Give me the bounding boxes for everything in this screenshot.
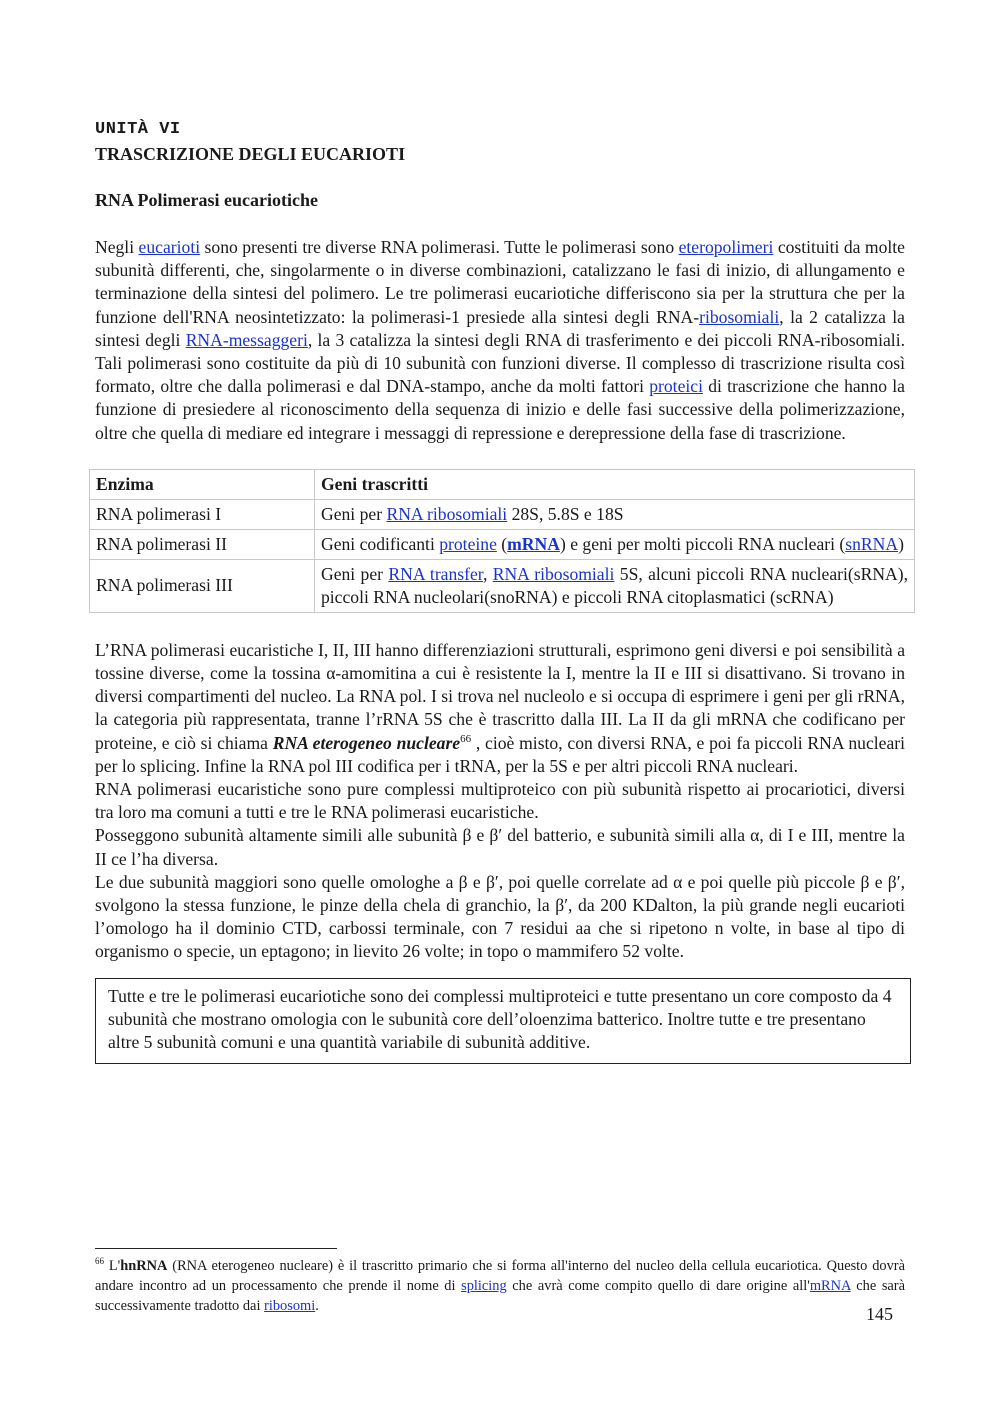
genes-cell [315, 499, 915, 529]
enzyme-cell: RNA polimerasi III [90, 559, 315, 612]
polymerase-table [89, 469, 915, 613]
table-row [90, 559, 915, 612]
text-run: che avrà come compito quello di dare origine all' [506, 1278, 810, 1294]
text-run: Geni codificanti [321, 533, 440, 554]
unit-label: UNITÀ VI [95, 120, 181, 139]
text-run: L' [104, 1258, 121, 1274]
text-run: ( [496, 533, 508, 554]
table-header-row [90, 469, 915, 499]
page-number: 145 [866, 1304, 893, 1324]
enzyme-cell: RNA polimerasi I [90, 499, 315, 529]
summary-box: Tutte e tre le polimerasi eucariotiche sono dei complessi multiproteici e tutte presentano un core composto da 4 subunità che mostrano omologia con le subunità core dell’oloenzima batterico. Inoltre tutte e tre presentano altre 5 subunità comuni e una quantità variabile di subunità additive. [95, 978, 911, 1064]
header-enzima: Enzima [90, 469, 315, 499]
link-proteici[interactable]: proteici [649, 376, 703, 397]
paragraph-subunita-simili: Posseggono subunità altamente simili alle subunità β e β′ del batterio, e subunità simili alla α, di I e III, mentre la II ce l’ha diversa. [95, 825, 905, 869]
link-proteine[interactable]: proteine [439, 533, 497, 554]
header-geni-trascritti: Geni trascritti [315, 469, 915, 499]
emphasis-hnrna: RNA eterogeneo nucleare [272, 732, 461, 753]
footnote [95, 1256, 905, 1316]
table-row [90, 529, 915, 559]
text-run: 5S, alcuni piccoli RNA nucleari(sRNA), piccoli RNA nucleolari(snoRNA) e piccoli RNA citoplasmatici (scRNA) [321, 563, 908, 607]
text-run: ) [898, 533, 904, 554]
link-eteropolimeri[interactable]: eteropolimeri [678, 237, 774, 257]
paragraph-subunita-maggiori: Le due subunità maggiori sono quelle omologhe a β e β′, poi quelle correlate ad α e poi quelle più piccole β e β′, svolgono la stessa funzione, le pinze della chela di granchio, la β′, da 200 KDalton, la più grande negli eucarioti l’omologo ha il dominio CTD, carbossi terminale, con 7 residui aa che si ripetono n volte, in base al tipo di organismo o specie, un eptagono; in lievito 26 volte; in topo o mammifero 52 volte. [95, 871, 905, 962]
link-snrna[interactable]: snRNA [845, 533, 899, 554]
text-run: Geni per [321, 503, 387, 524]
link-rna-transfer[interactable]: RNA transfer [388, 563, 483, 584]
text-run: Negli [95, 237, 139, 257]
link-eucarioti[interactable]: eucarioti [138, 237, 201, 257]
text-run: ) e geni per molti piccoli RNA nucleari ( [559, 533, 846, 554]
text-run: , la 2 catalizza la sintesi degli [95, 306, 905, 350]
text-run: sono presenti tre diverse RNA polimerasi. Tutte le polimerasi sono [200, 237, 679, 257]
genes-cell [315, 559, 915, 612]
link-splicing[interactable]: splicing [461, 1278, 507, 1294]
footnote-number: 66 [95, 1256, 104, 1267]
text-run: di trascrizione che hanno la funzione di presiedere al riconoscimento della sequenza di inizio e delle fasi successive della polimerizzazione, oltre che quella di mediare ed integrare i messaggi di repressione e derepressione della fase di trascrizione. [95, 376, 905, 443]
enzyme-cell: RNA polimerasi II [90, 529, 315, 559]
link-ribosomi[interactable]: ribosomi [264, 1298, 316, 1314]
link-rna-messaggeri[interactable]: RNA-messaggeri [185, 329, 308, 350]
page-content [95, 118, 908, 1064]
section-title: RNA Polimerasi eucariotiche [95, 190, 318, 210]
link-rna-ribosomiali-5s[interactable]: RNA ribosomiali [492, 563, 615, 584]
text-run: , cioè misto, con diversi RNA, e poi fa piccoli RNA nucleari per lo splicing. Infine la RNA pol III codifica per i tRNA, per la 5S e per altri piccoli RNA nucleari. [95, 732, 905, 776]
text-run: , la 3 catalizza la sintesi degli RNA di trasferimento e dei piccoli RNA-ribosomiali. Tali polimerasi sono costituite da più di 10 subunità con funzioni diverse. Il complesso di trascrizione risulta così formato, oltre che dalla polimerasi e dal DNA-stampo, anche da molti fattori [95, 329, 905, 397]
link-mrna-footnote[interactable]: mRNA [809, 1278, 851, 1294]
text-run: (RNA eterogeneo nucleare) è il trascritto primario che si forma all'interno del nucleo della cellula eucariotica. Questo dovrà andare incontro ad un processamento che prende il nome di [95, 1258, 905, 1294]
intro-paragraph [95, 236, 905, 445]
text-run: costituiti da molte subunità differenti, che, singolarmente o in diverse combinazioni, catalizzano le fasi di inizio, di allungamento e terminazione della sintesi del polimero. Le tre polimerasi eucariotiche differiscono sia per la struttura che per la funzione dell'RNA neosintetizzato: la polimerasi-1 presiede alla sintesi degli RNA- [95, 237, 905, 327]
link-ribosomiali[interactable]: ribosomiali [699, 306, 780, 327]
genes-cell [315, 529, 915, 559]
text-run: , [482, 563, 493, 584]
footnote-ref[interactable]: 66 [460, 732, 472, 745]
link-mrna[interactable]: mRNA [507, 533, 560, 554]
paragraph-multiproteico: RNA polimerasi eucaristiche sono pure complessi multiproteico con più subunità rispetto ai procariotici, diversi tra loro ma comuni a tutti e tre le RNA polimerasi eucaristiche. [95, 779, 905, 823]
chapter-title: TRASCRIZIONE DEGLI EUCARIOTI [95, 144, 406, 164]
bold-hnrna: hnRNA [120, 1258, 168, 1274]
link-rna-ribosomiali[interactable]: RNA ribosomiali [386, 503, 508, 524]
text-run: Geni per [321, 563, 389, 584]
text-run: L’RNA polimerasi eucaristiche I, II, III hanno differenziazioni strutturali, esprimono geni diversi e poi sensibilità a tossine diverse, come la tossina α-amomitina a cui è resistente la I, mentre la II e III si disattivano. Si trovano in diversi compartimenti del nucleo. La RNA pol. I si trova nel nucleolo e si occupa di esprimere i geni per gli rRNA, la categoria più rappresentata, tranne l’rRNA 5S che è trascritto dalla III. La II da gli mRNA che codificano per proteine, e ciò si chiama [95, 639, 905, 753]
text-run: che sarà successivamente tradotto dai [95, 1278, 905, 1314]
paragraph-differenziazioni [95, 639, 905, 778]
text-run: . [315, 1298, 319, 1314]
table-row [90, 499, 915, 529]
footnote-divider [95, 1248, 337, 1249]
text-run: 28S, 5.8S e 18S [507, 503, 624, 524]
